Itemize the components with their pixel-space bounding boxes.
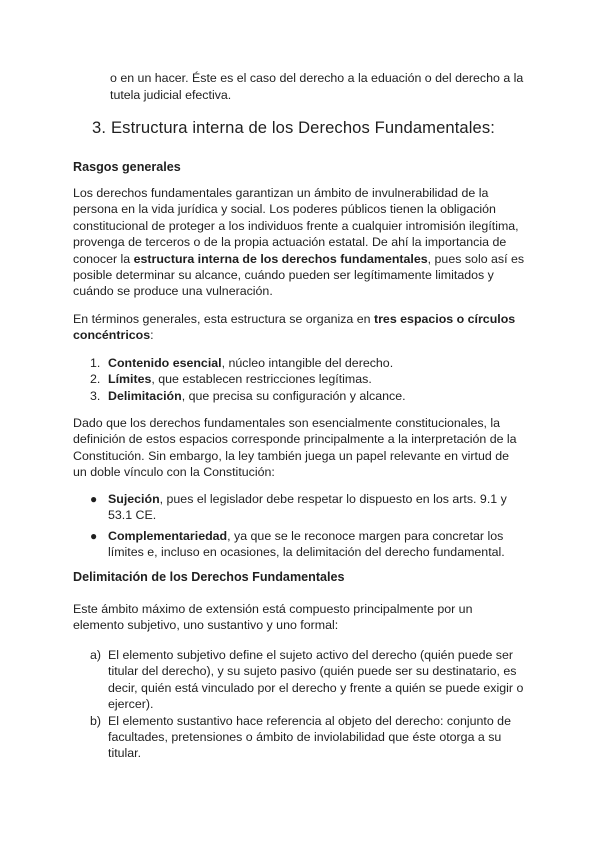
list-item-text: , núcleo intangible del derecho. [221,356,394,370]
lettered-list [90,647,526,762]
list-marker: 2. [90,372,101,387]
list-marker: 3. [90,388,101,403]
section-number: 3. [92,118,107,137]
bullet-text: , pues el legislador debe respetar lo dispuesto en los arts. 9.1 y 53.1 CE. [108,492,507,523]
bullet-bold: Complementariedad [108,528,228,543]
rasgos-paragraph-3: Dado que los derechos fundamentales son esencialmente constitucionales, la definición de estos espacios corresponde principalmente a la interpretación de la Constitución. Sin embargo, la ley también juega un papel relevante en virtud de un doble vínculo con la Constitución: [73,416,517,480]
list-item [90,491,528,524]
bullet-text: , ya que se le reconoce margen para concretar los límites e, incluso en ocasiones, la delimitación del derecho fundamental. [108,528,505,560]
list-item [90,388,528,404]
intro-paragraph [110,70,550,104]
numbered-list [90,355,528,404]
section-title: Estructura interna de los Derechos Fundamentales: [111,118,495,137]
intro-line-2: tutela judicial efectiva. [110,88,232,102]
list-item [90,371,528,387]
list-item [90,647,526,713]
delimitacion-paragraph: Este ámbito máximo de extensión está compuesto principalmente por un elemento subjetivo, uno sustantivo y uno formal: [73,602,473,633]
list-marker: b) [90,713,102,728]
list-marker: 1. [90,356,101,370]
list-item [90,355,528,371]
p2-text-after: : [150,328,154,343]
rasgos-paragraph-2 [73,311,518,344]
p1-text-before: Los derechos fundamentales garantizan un ámbito de invulnerabilidad de la persona en la vida jurídica y social. Los poderes públicos tienen la obligación constitucional de proteger a los individuos frente a cualquier intromisión ilegítima, provenga de terceros o de la propia actuación estatal. De ahí la importancia de conocer la [73,186,519,266]
p1-bold: estructura interna de los derechos fundamentales [133,251,428,266]
section-heading [92,118,495,138]
list-item-text: El elemento sustantivo hace referencia al objeto del derecho: conjunto de facultades, pretensiones o ámbito de inviolabilidad que éste otorga a su titular. [108,713,511,761]
p2-text-before: En términos generales, esta estructura se organiza en [73,312,374,326]
list-item-text: El elemento subjetivo define el sujeto activo del derecho (quién puede ser titular del derecho), y su sujeto pasivo (quién puede ser su destinatario, es decir, quién está vinculado por el derecho y frente a quién se puede exigir o ejercer). [108,648,524,712]
list-item [90,713,526,762]
list-marker: a) [90,648,102,662]
list-item-bold: Contenido esencial [108,356,222,370]
p2-bold: tres espacios o círculos concéntricos [73,312,516,343]
list-item [90,528,528,561]
list-item-bold: Delimitación [108,388,182,403]
bullet-icon: ● [90,528,98,543]
intro-line-1: o en un hacer. Éste es el caso del derecho a la eduación o del derecho a la [110,71,524,85]
list-item-bold: Límites [108,372,152,387]
p1-text-after: , pues solo así es posible determinar su alcance, cuándo pueden ser legítimamente limitados y cuándo se produce una vulneración. [73,251,525,299]
bullet-list [90,491,528,561]
rasgos-paragraph-1 [73,185,529,300]
subheading-rasgos: Rasgos generales [73,160,181,174]
bullet-bold: Sujeción [108,492,160,506]
subheading-delimitacion: Delimitación de los Derechos Fundamentales [73,570,345,584]
bullet-icon: ● [90,492,98,506]
list-item-text: , que precisa su configuración y alcance. [181,388,406,403]
list-item-text: , que establecen restricciones legítimas. [151,372,372,387]
